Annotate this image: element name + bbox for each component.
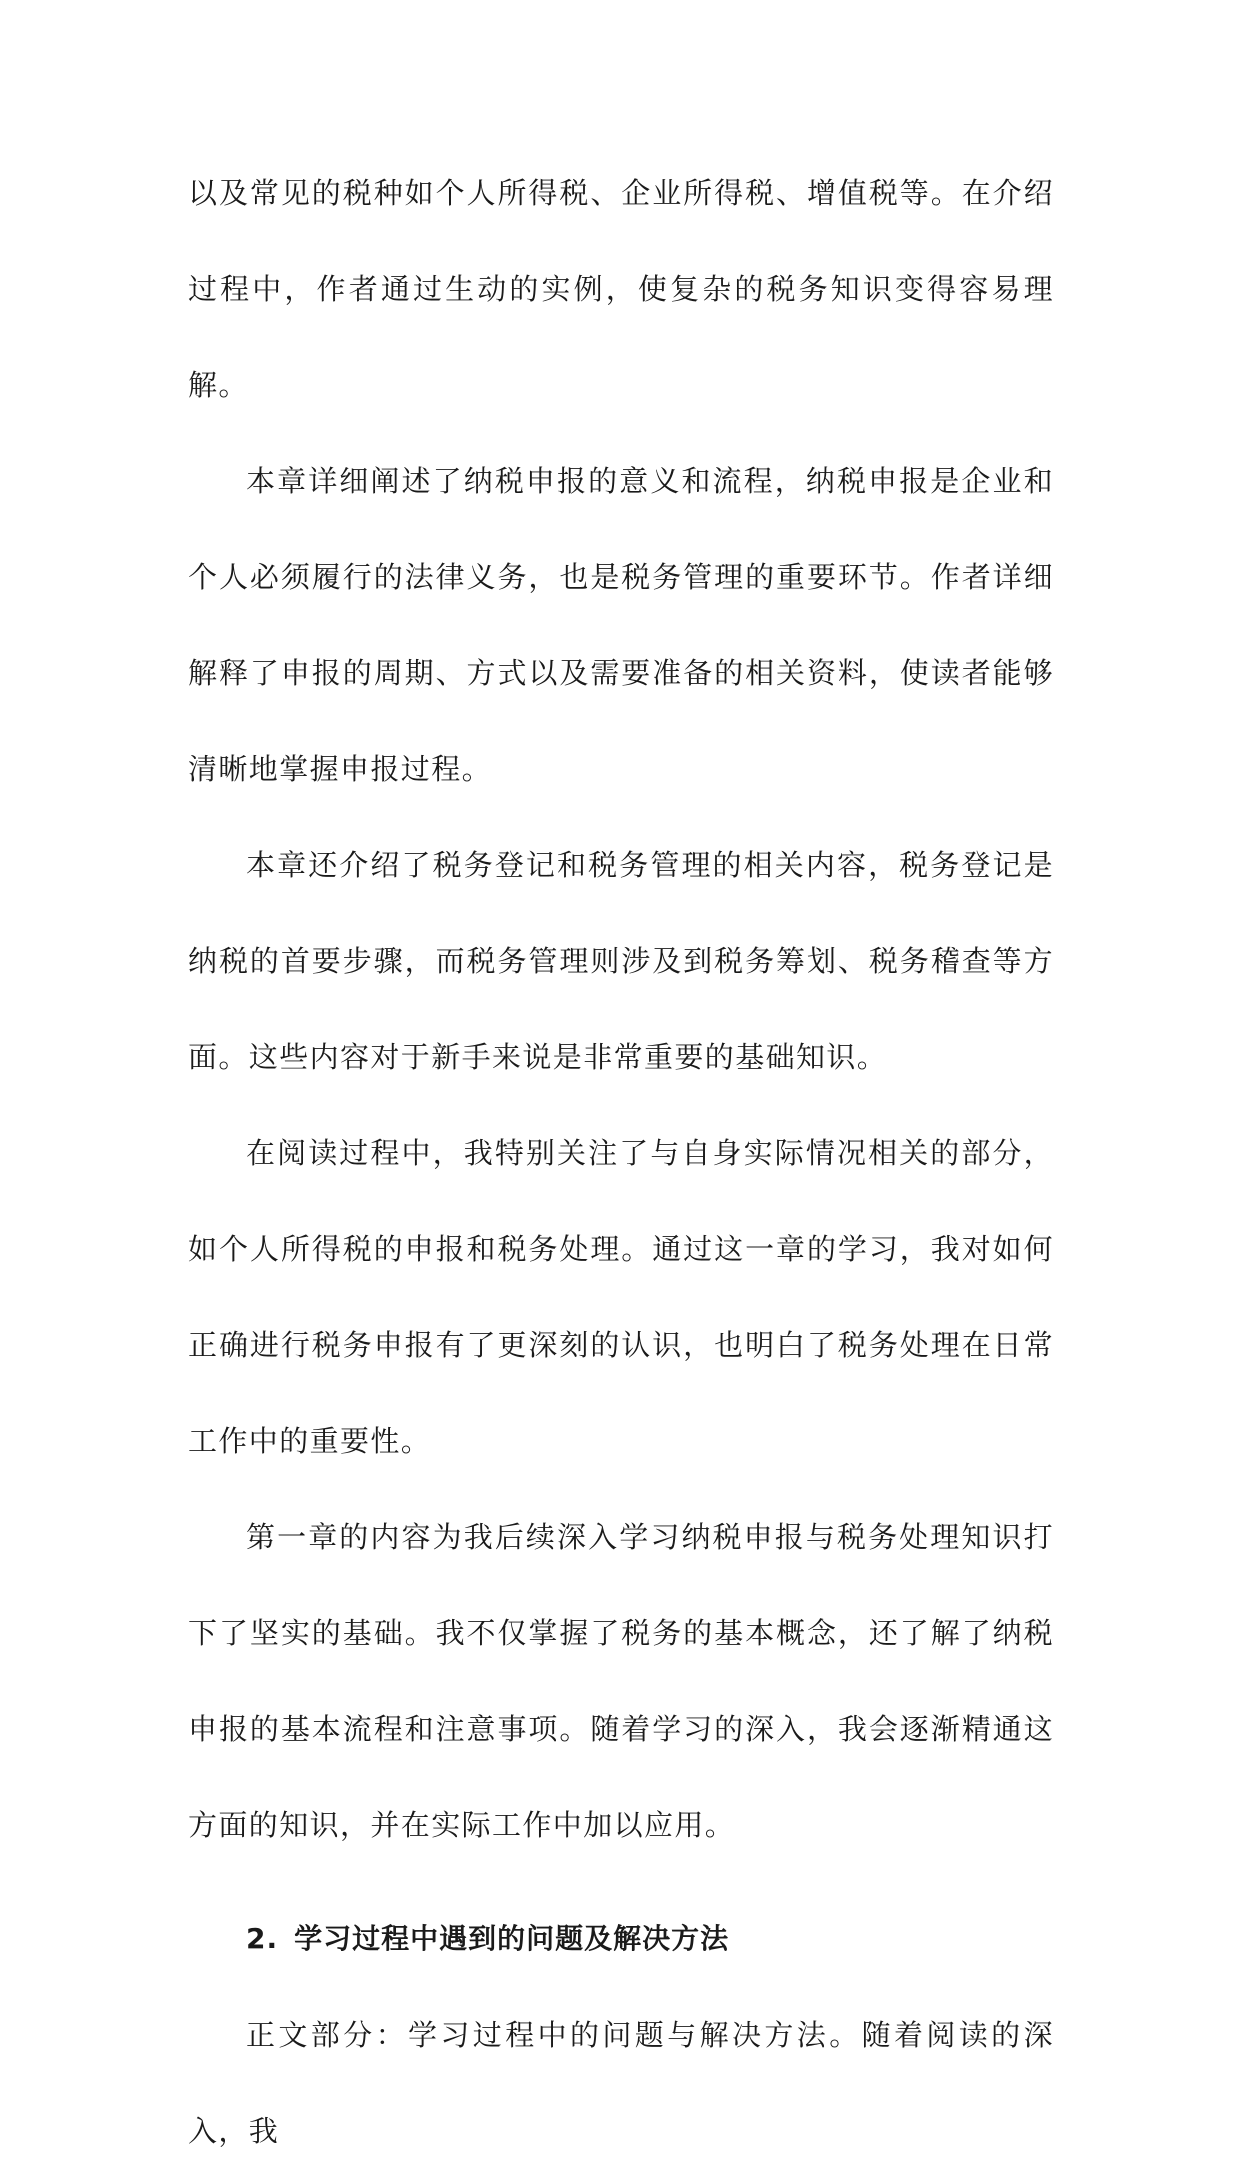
paragraph-1: 以及常见的税种如个人所得税、企业所得税、增值税等。在介绍过程中，作者通过生动的实例，使复杂的税务知识变得容易理解。: [188, 176, 1054, 402]
section-heading: [188, 1891, 1054, 1987]
paragraph-4: 在阅读过程中，我特别关注了与自身实际情况相关的部分，如个人所得税的申报和税务处理。通过这一章的学习，我对如何正确进行税务申报有了更深刻的认识，也明白了税务处理在日常工作中的重要性。: [188, 1136, 1054, 1458]
document-page: [188, 145, 1054, 2179]
section-title: 学习过程中遇到的问题及解决方法: [294, 1922, 730, 1955]
paragraph-5: 第一章的内容为我后续深入学习纳税申报与税务处理知识打下了坚实的基础。我不仅掌握了税务的基本概念，还了解了纳税申报的基本流程和注意事项。随着学习的深入，我会逐渐精通这方面的知识，并在实际工作中加以应用。: [188, 1520, 1054, 1842]
section-number: 2.: [246, 1922, 279, 1955]
paragraph-2: 本章详细阐述了纳税申报的意义和流程，纳税申报是企业和个人必须履行的法律义务，也是税务管理的重要环节。作者详细解释了申报的周期、方式以及需要准备的相关资料，使读者能够清晰地掌握申报过程。: [188, 464, 1054, 786]
paragraph-6: 正文部分：学习过程中的问题与解决方法。随着阅读的深入，我: [188, 2018, 1054, 2148]
paragraph-3: 本章还介绍了税务登记和税务管理的相关内容，税务登记是纳税的首要步骤，而税务管理则涉及到税务筹划、税务稽查等方面。这些内容对于新手来说是非常重要的基础知识。: [188, 848, 1054, 1074]
